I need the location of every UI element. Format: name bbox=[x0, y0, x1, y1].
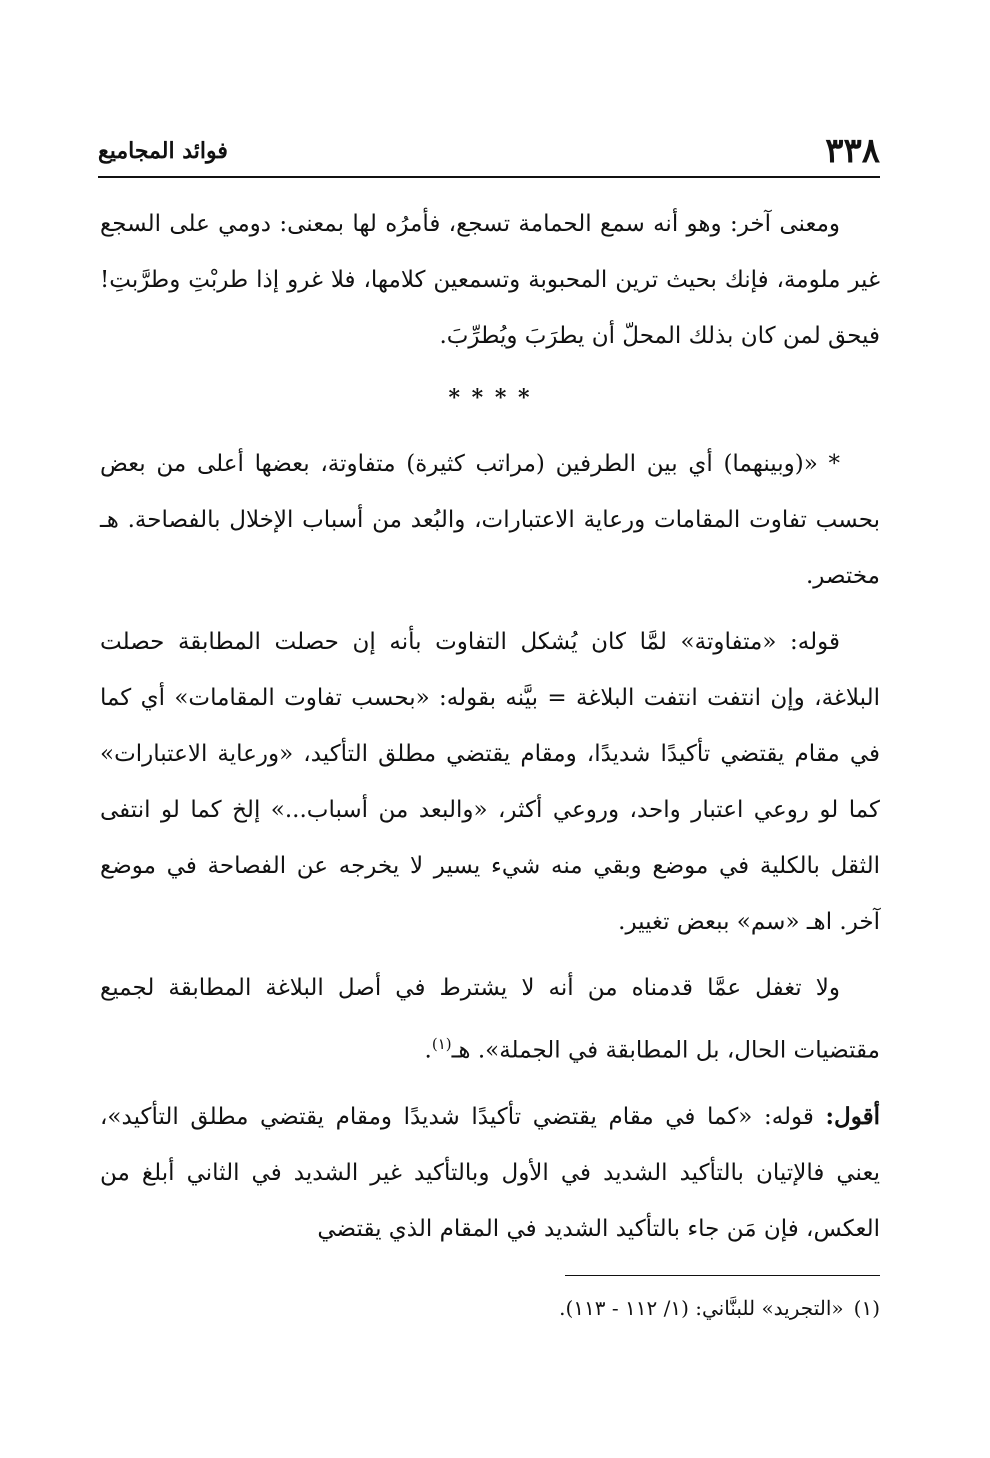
footnote bbox=[110, 1292, 880, 1324]
footnote-divider bbox=[565, 1275, 880, 1276]
running-title: فوائد المجاميع bbox=[98, 138, 228, 164]
paragraph-5 bbox=[100, 1089, 880, 1257]
page-header bbox=[98, 130, 880, 172]
paragraph-2: * «(وبينهما) أي بين الطرفين (مراتب كثيرة) متفاوتة، بعضها أعلى من بعض بحسب تفاوت المقامات ورعاية الاعتبارات، والبُعد من أسباب الإخلال بالفصاحة. هـ مختصر. bbox=[100, 451, 880, 589]
paragraph-3: قوله: «متفاوتة» لمَّا كان يُشكل التفاوت بأنه إن حصلت المطابقة حصلت البلاغة، وإن انتفت انتفت البلاغة = بيَّنه بقوله: «بحسب تفاوت المقامات» أي كما في مقام يقتضي تأكيدًا شديدًا، ومقام يقتضي مطلق التأكيد، «ورعاية الاعتبارات» كما لو روعي اعتبار واحد، وروعي أكثر، «والبعد من أسباب...» إلخ كما لو انتفى الثقل بالكلية في موضع وبقي منه شيء يسير لا يخرجه عن الفصاحة في موضع آخر. اهـ «سم» ببعض تغيير. bbox=[100, 629, 880, 935]
paragraph-1: ومعنى آخر: وهو أنه سمع الحمامة تسجع، فأمرُه لها بمعنى: دومي على السجع غير ملومة، فإنك بحيث ترين المحبوبة وتسمعين كلامها، فلا غرو إذا طربْتِ وطرَّبتِ! فيحق لمن كان بذلك المحلّ أن يطرَبَ ويُطرِّبَ. bbox=[100, 211, 880, 349]
paragraph-5-lead: أقول: bbox=[825, 1102, 880, 1130]
main-text bbox=[100, 196, 880, 1257]
footnote-number: (١) bbox=[853, 1296, 880, 1320]
footnote-text: «التجريد» للبنَّاني: (١/ ١١٢ - ١١٣). bbox=[559, 1296, 844, 1320]
paragraph-5-text: قوله: «كما في مقام يقتضي تأكيدًا شديدًا ومقام يقتضي مطلق التأكيد»، يعني فالإتيان بالتأكيد الشديد في الأول وبالتأكيد غير الشديد في الثاني أبلغ من العكس، فإن مَن جاء بالتأكيد الشديد في المقام الذي يقتضي bbox=[100, 1103, 880, 1242]
section-separator: * * * * bbox=[448, 385, 532, 411]
page-number: ٣٣٨ bbox=[825, 131, 880, 171]
paragraph-4-text: ولا تغفل عمَّا قدمناه من أنه لا يشترط في أصل البلاغة المطابقة لجميع مقتضيات الحال، بل المطابقة في الجملة». هـ bbox=[100, 975, 880, 1064]
footnote-reference: (١) bbox=[431, 1035, 452, 1053]
paragraph-4: ولا تغفل عمَّا قدمناه من أنه لا يشترط في أصل البلاغة المطابقة لجميع مقتضيات الحال، بل المطابقة في الجملة». هـ$^{(١)}$. bbox=[100, 975, 880, 1064]
header-divider bbox=[98, 176, 880, 178]
